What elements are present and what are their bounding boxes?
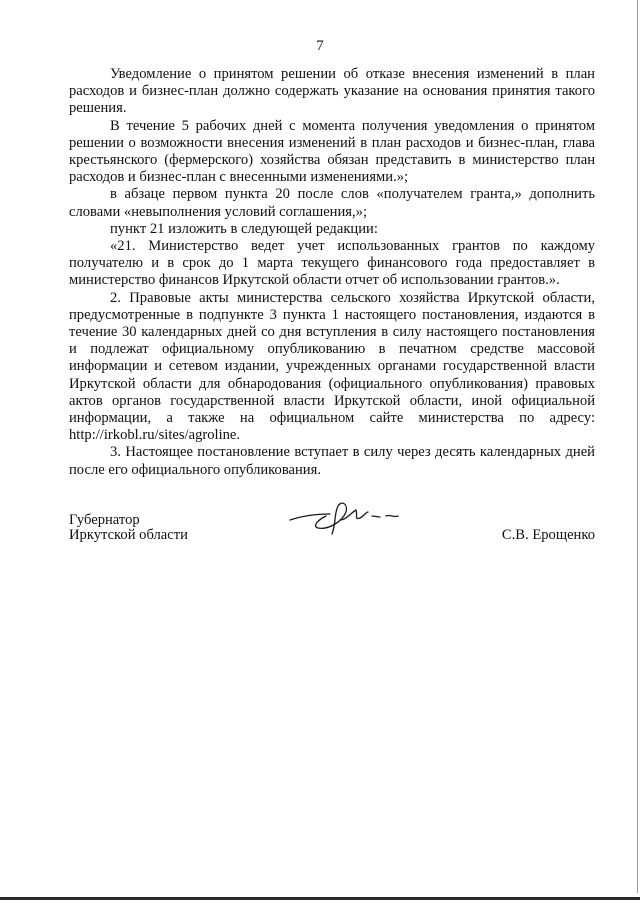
scan-edge-right xyxy=(637,0,638,905)
paragraph-notice-refusal: Уведомление о принятом решении об отказе внесения изменений в план расходов и бизнес-план должно содержать указание на основания принятия такого решения. xyxy=(69,66,595,117)
paragraph-section-3: 3. Настоящее постановление вступает в силу через десять календарных дней после его официального опубликования. xyxy=(69,444,595,478)
paragraph-point-21-intro: пункт 21 изложить в следующей редакции: xyxy=(110,220,378,237)
signatory-title-line1: Губернатор xyxy=(69,512,140,528)
handwritten-signature xyxy=(282,490,412,542)
signatory-name: С.В. Ерощенко xyxy=(501,527,595,543)
signatory-title xyxy=(69,513,188,543)
paragraph-point-21-text: «21. Министерство ведет учет использованных грантов по каждому получателю и в срок до 1 марта текущего финансового года предоставляет в министерство финансов Иркутской области отчет об использовании грантов.». xyxy=(69,238,595,289)
paragraph-five-days: В течение 5 рабочих дней с момента получения уведомления о принятом решении о возможности внесения изменений в план расходов и бизнес-план, глава крестьянского (фермерского) хозяйства обязан представить в министерство план расходов и бизнес-план с внесенными изменениями.»; xyxy=(69,117,595,186)
scan-edge-bottom xyxy=(0,893,640,905)
signatory-title-line2: Иркутской области xyxy=(69,527,188,543)
paragraph-section-2: 2. Правовые акты министерства сельского хозяйства Иркутской области, предусмотренные в подпункте 3 пункта 1 настоящего постановления, издаются в течение 30 календарных дней со дня вступления в силу настоящего постановления и подлежат официальному опубликованию в печатном средстве массовой информации и сетевом издании, учрежденных органами государственной власти Иркутской области для обнародования (официального опубликования) правовых актов органов государственной власти Иркутской области, иной официальной информации, а также на официальном сайте министерства по адресу: http://irkobl.ru/sites/agroline. xyxy=(69,289,595,444)
page-number: 7 xyxy=(316,38,324,54)
paragraph-point-20: в абзаце первом пункта 20 после слов «получателем гранта,» дополнить словами «невыполнения условий соглашения,»; xyxy=(69,186,595,220)
document-body xyxy=(69,66,595,479)
